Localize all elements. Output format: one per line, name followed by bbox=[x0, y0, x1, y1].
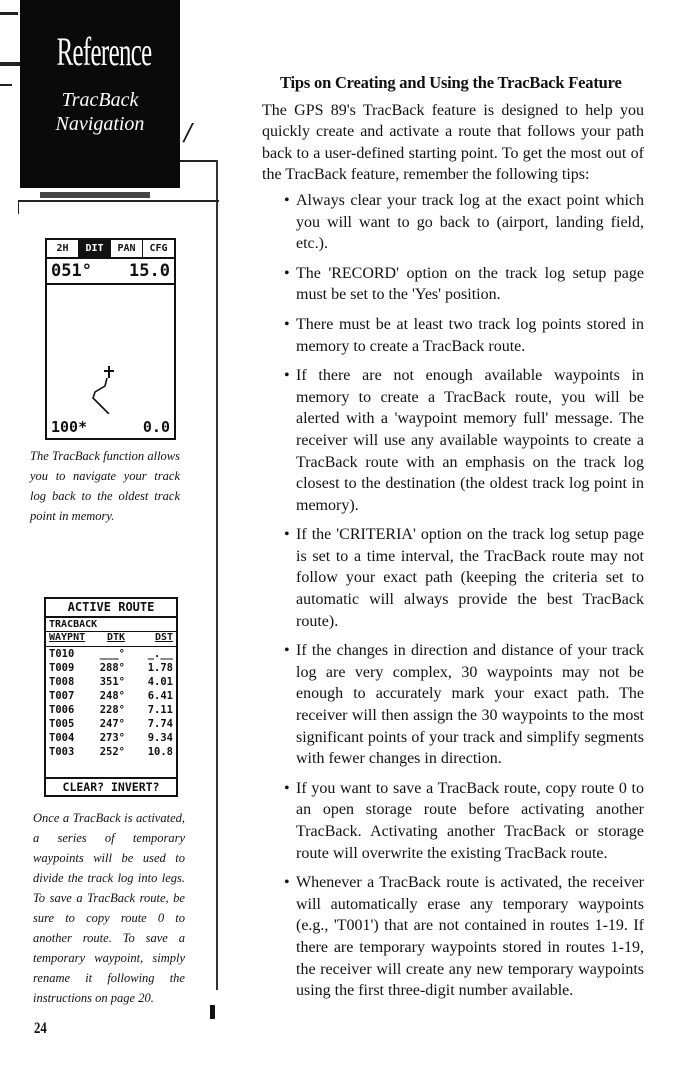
section-header-tab bbox=[20, 0, 180, 188]
table-row bbox=[46, 689, 176, 703]
tab-cfg: CFG bbox=[149, 243, 168, 254]
sidebar-divider bbox=[216, 160, 218, 990]
table-row bbox=[46, 717, 176, 731]
tab-dit: DIT bbox=[79, 240, 111, 257]
list-item: • If the 'CRITERIA' option on the track log setup page is set to a time interval, the TracBack route may not follow your exact path (keeping the criteria set to automatic will always provide the best TracBack route). bbox=[254, 524, 644, 632]
section-subtitle-line2: Navigation bbox=[55, 113, 145, 135]
scale-value: 100* bbox=[51, 418, 88, 436]
screen-title: ACTIVE ROUTE bbox=[46, 599, 176, 618]
margin-mark bbox=[210, 1005, 215, 1019]
cell-dtk: ___° bbox=[99, 648, 125, 660]
cell-dst: 7.11 bbox=[147, 704, 173, 716]
list-item: • If the changes in direction and distance of your track log are very complex, 30 waypoints may not be enough to accurately mark your exact path. The receiver will then assign the 30 waypoints to the most significant points of your track and simplify segments with fewer changes in direction. bbox=[254, 640, 644, 770]
gps-screen-active-route bbox=[44, 597, 178, 797]
cell-dtk: 247° bbox=[99, 718, 125, 730]
section-heading: Tips on Creating and Using the TracBack Feature bbox=[280, 73, 622, 92]
tab-pan: PAN bbox=[111, 240, 143, 257]
cell-waypoint: T004 bbox=[49, 732, 75, 744]
cell-dst: 1.78 bbox=[147, 662, 173, 674]
cell-waypoint: T009 bbox=[49, 662, 75, 674]
table-row bbox=[46, 703, 176, 717]
table-row bbox=[46, 675, 176, 689]
bearing-value: 051° bbox=[51, 261, 92, 281]
section-subtitle-line1: TracBack bbox=[61, 89, 139, 111]
route-table-body bbox=[46, 647, 176, 759]
gps-screen-tracback-map bbox=[45, 238, 176, 440]
screen-top-readout bbox=[47, 259, 174, 285]
screen-footer-prompt: CLEAR? INVERT? bbox=[46, 777, 176, 795]
table-row bbox=[46, 745, 176, 759]
list-item: • If there are not enough available waypoints in memory to create a TracBack route, you will be alerted with a 'waypoint memory full' message. The receiver will use any available waypoints to create a TracBack route with an emphasis on the track log closest to the destination (the oldest track log point in memory). bbox=[254, 365, 644, 516]
cell-dst: 7.74 bbox=[147, 718, 173, 730]
table-row bbox=[46, 661, 176, 675]
cell-waypoint: T003 bbox=[49, 746, 75, 758]
speed-value: 0.0 bbox=[142, 418, 170, 436]
table-row bbox=[46, 731, 176, 745]
decorative-slash: / bbox=[184, 118, 192, 149]
sidebar-top-rule bbox=[18, 200, 219, 214]
list-item: • The 'RECORD' option on the track log setup page must be set to the 'Yes' position. bbox=[254, 263, 644, 306]
cell-waypoint: T008 bbox=[49, 676, 75, 688]
tips-list bbox=[254, 190, 644, 1002]
section-subtitle bbox=[20, 88, 180, 136]
page-number: 24 bbox=[34, 1020, 47, 1037]
scan-artifact bbox=[0, 12, 18, 15]
cell-dst: 6.41 bbox=[147, 690, 173, 702]
track-line bbox=[93, 378, 109, 414]
screen-tabs bbox=[47, 240, 174, 259]
screen-bottom-readout bbox=[47, 416, 174, 438]
figure-caption-2: Once a TracBack is activated, a series of temporary waypoints will be used to divide the track log into legs. To save a TracBack route, be sure to copy route 0 to another route. To save a temporary waypoint, simply rename it following the instructions on page 20. bbox=[33, 811, 185, 1005]
list-item: • There must be at least two track log points stored in memory to create a TracBack route. bbox=[254, 314, 644, 357]
route-table-header bbox=[46, 632, 176, 647]
cell-dst: 9.34 bbox=[147, 732, 173, 744]
cell-dst: 10.8 bbox=[147, 746, 173, 758]
cell-waypoint: T010 bbox=[49, 648, 75, 660]
scan-artifact bbox=[0, 84, 12, 86]
list-item: • Whenever a TracBack route is activated, the receiver will automatically erase any temporary waypoints (e.g., 'T001') that are not contained in routes 1-19. If there are temporary waypoints stored in routes 1-19, the receiver will create any new temporary waypoints using the first three-digit number available. bbox=[254, 872, 644, 1002]
scan-artifact bbox=[0, 62, 20, 66]
cell-dst: 4.01 bbox=[147, 676, 173, 688]
cell-dtk: 288° bbox=[99, 662, 125, 674]
header-rule bbox=[180, 160, 216, 162]
figure-caption-1: The TracBack function allows you to navigate your track log back to the oldest track point in memory. bbox=[30, 449, 180, 523]
intro-paragraph: The GPS 89's TracBack feature is designed to help you quickly create and activate a route that follows your path back to a user-defined starting point. To get the most out of the TracBack feature, remember the following tips: bbox=[262, 101, 644, 184]
cell-dst: _.__ bbox=[147, 648, 173, 660]
main-text-column bbox=[254, 72, 644, 1010]
list-item: • If you want to save a TracBack route, copy route 0 to an open storage route before activating another TracBack. Activating another TracBack or storage route will overwrite the existing TracBack route. bbox=[254, 778, 644, 864]
col-dtk: DTK bbox=[106, 632, 125, 643]
section-title: Reference bbox=[56, 29, 152, 74]
table-row bbox=[46, 647, 176, 661]
tab-2h: 2H bbox=[47, 240, 79, 257]
cell-waypoint: T007 bbox=[49, 690, 75, 702]
list-item: • Always clear your track log at the exact point which you will want to go back to (airport, landing field, etc.). bbox=[254, 190, 644, 255]
distance-value: 15.0 bbox=[129, 261, 170, 281]
cell-dtk: 351° bbox=[99, 676, 125, 688]
cell-waypoint: T006 bbox=[49, 704, 75, 716]
scan-artifact bbox=[40, 192, 150, 198]
col-waypoint: WAYPNT bbox=[49, 632, 86, 643]
cell-dtk: 252° bbox=[99, 746, 125, 758]
position-marker-icon bbox=[104, 366, 114, 378]
route-name: TRACBACK bbox=[46, 618, 176, 632]
cell-dtk: 273° bbox=[99, 732, 125, 744]
cell-dtk: 228° bbox=[99, 704, 125, 716]
cell-waypoint: T005 bbox=[49, 718, 75, 730]
track-trail-graphic bbox=[47, 286, 174, 414]
cell-dtk: 248° bbox=[99, 690, 125, 702]
col-dst: DST bbox=[154, 632, 173, 643]
